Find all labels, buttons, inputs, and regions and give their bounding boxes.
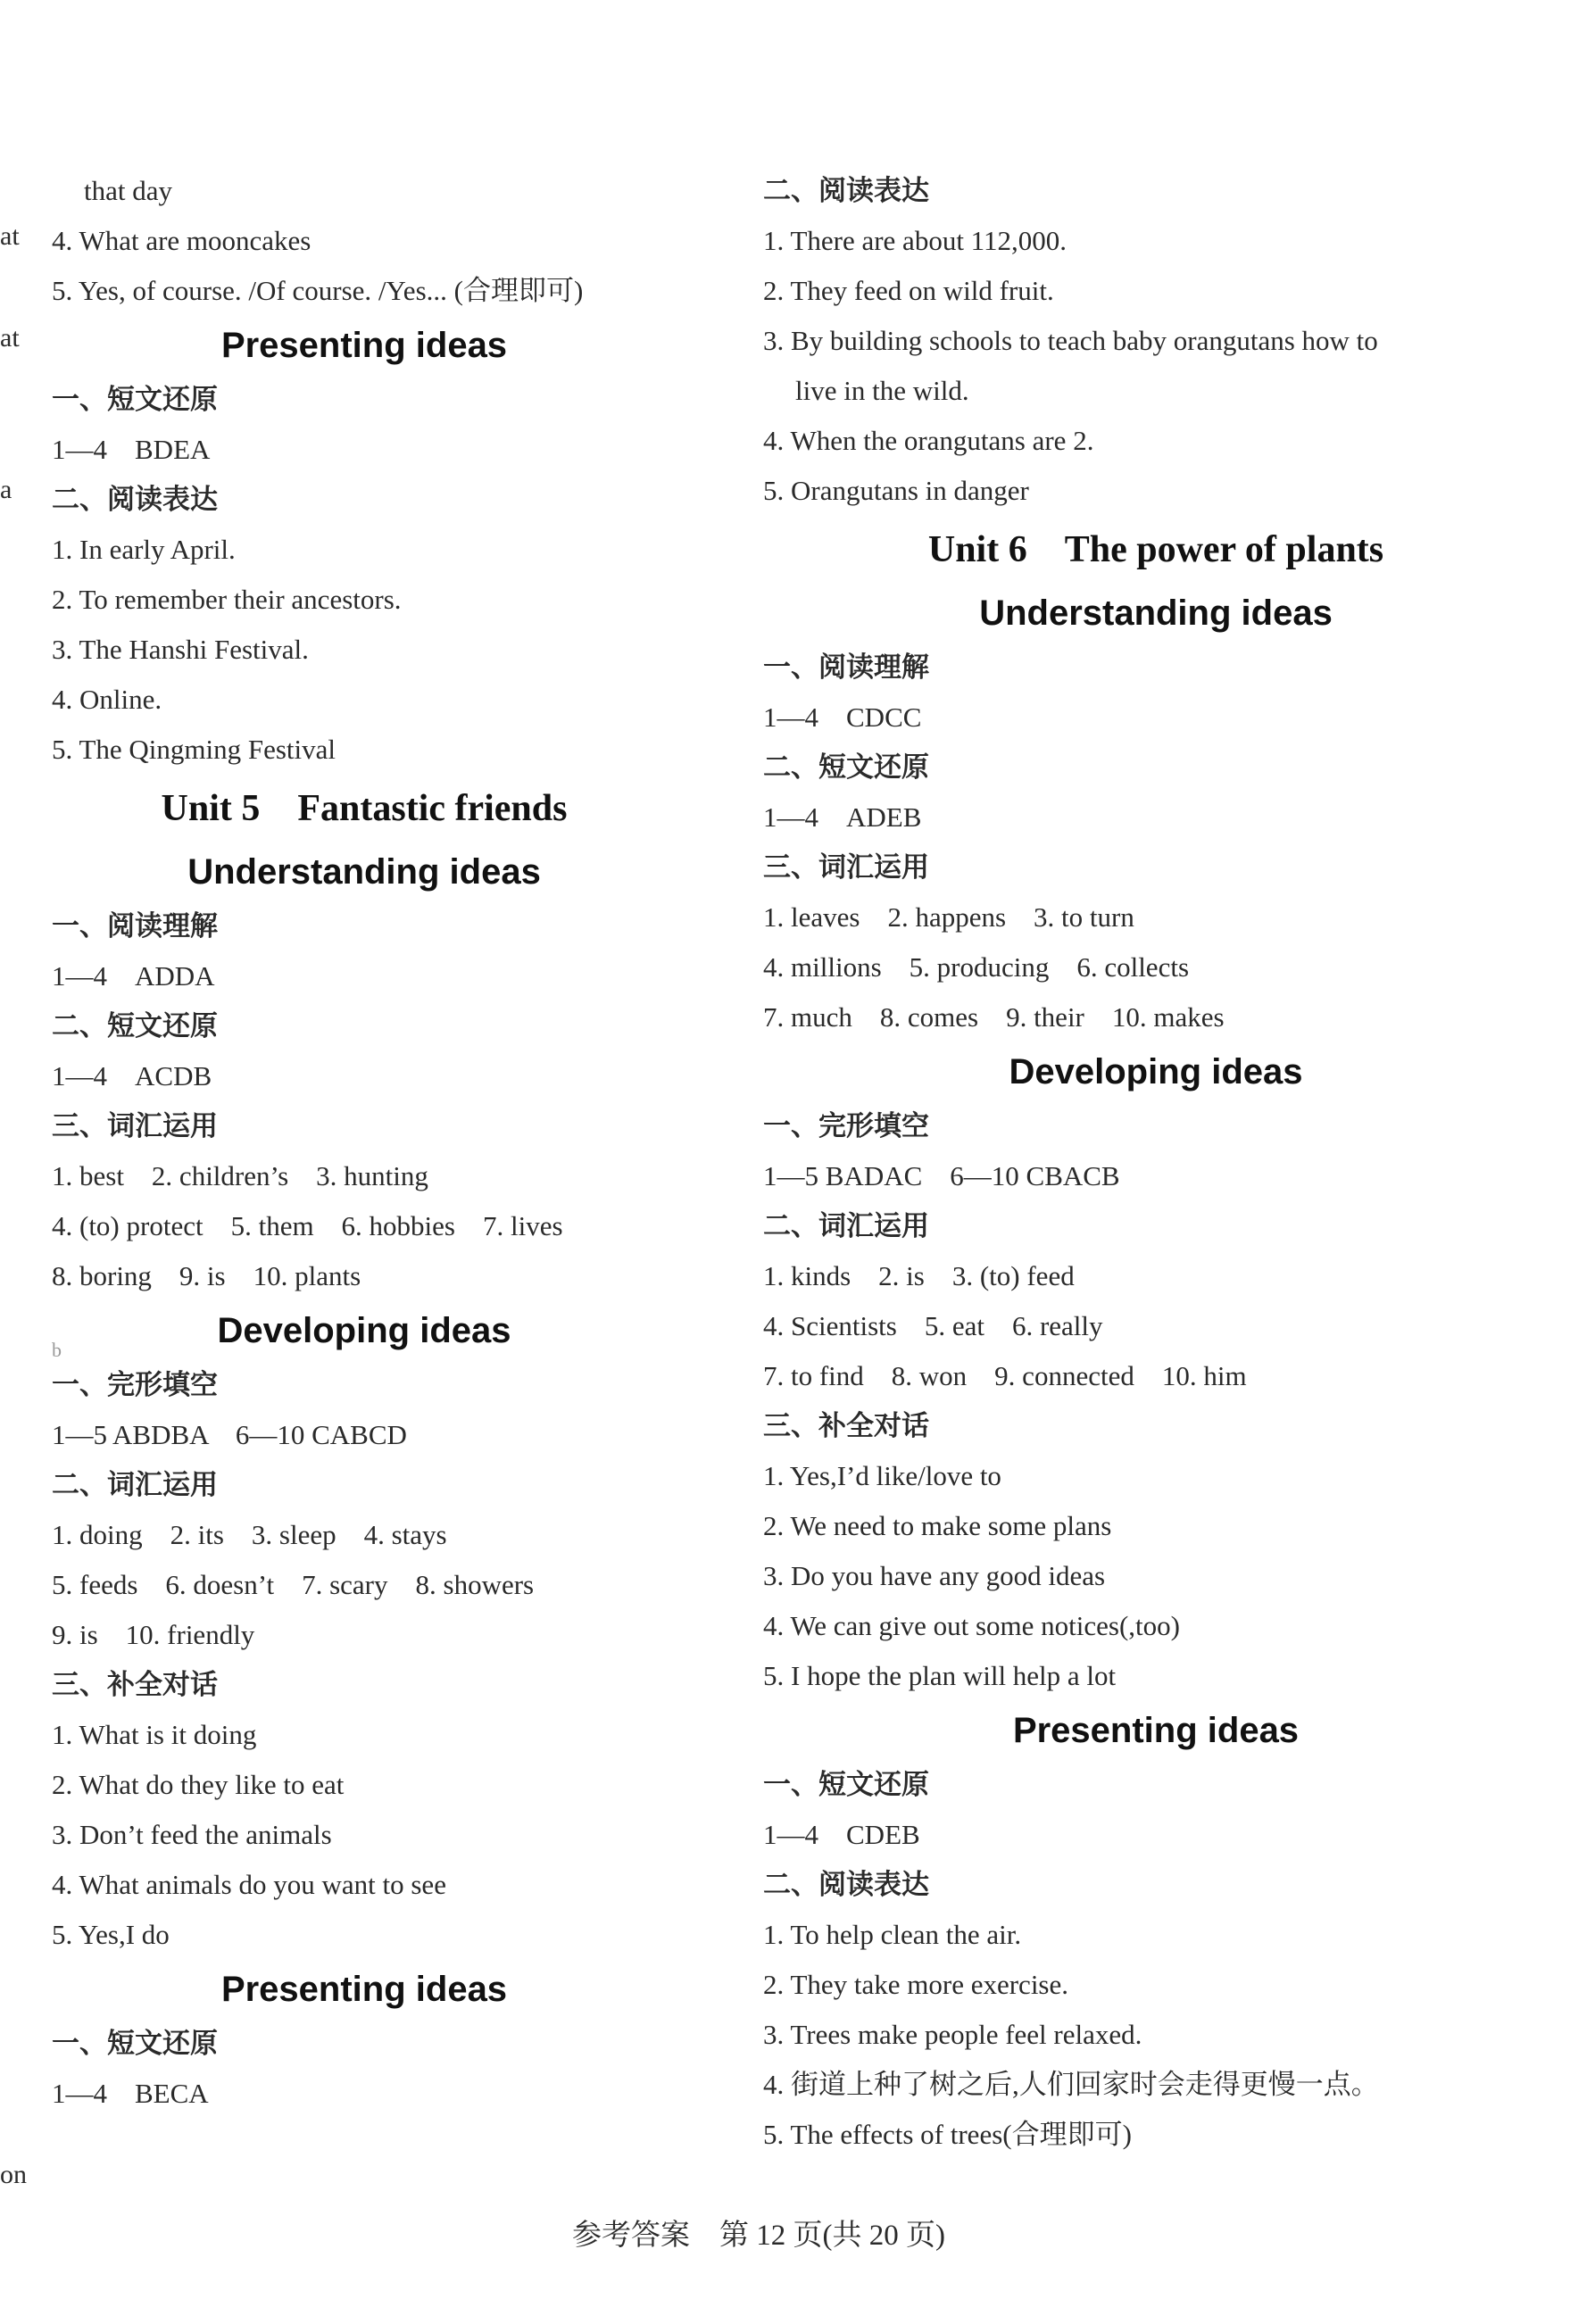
answer-line: 1. There are about 112,000. bbox=[763, 225, 1067, 256]
section-label: 二、短文还原 bbox=[763, 751, 929, 784]
section-label: 二、短文还原 bbox=[52, 1010, 218, 1042]
section-label: 二、阅读表达 bbox=[52, 484, 218, 516]
answer-line: 4. millions 5. producing 6. collects bbox=[763, 951, 1190, 983]
answer-line: 1—4 ADEB bbox=[763, 801, 922, 833]
answer-line: 1. What is it doing bbox=[52, 1719, 257, 1750]
answer-line: 1. To help clean the air. bbox=[763, 1919, 1022, 1950]
section-heading: Developing ideas bbox=[1009, 1052, 1303, 1091]
margin-fragment: a bbox=[0, 475, 12, 504]
section-label: 二、阅读表达 bbox=[763, 175, 929, 207]
section-label: 二、词汇运用 bbox=[52, 1469, 218, 1501]
answer-line: 1—4 ACDB bbox=[52, 1060, 212, 1091]
answer-line: 1—4 CDCC bbox=[763, 701, 922, 733]
answer-line: 1—4 CDEB bbox=[763, 1819, 920, 1850]
answer-line: 5. Yes, of course. /Of course. /Yes... (合理即可) bbox=[52, 275, 584, 306]
answer-line: 1. doing 2. its 3. sleep 4. stays bbox=[52, 1519, 447, 1550]
answer-line: 3. Do you have any good ideas bbox=[763, 1560, 1106, 1591]
answer-line: 1. In early April. bbox=[52, 534, 236, 565]
answer-line: 4. What animals do you want to see bbox=[52, 1869, 446, 1900]
answer-line: 5. Yes,I do bbox=[52, 1919, 170, 1950]
answer-line: 1—5 BADAC 6—10 CBACB bbox=[763, 1160, 1120, 1191]
answer-line: 5. The effects of trees(合理即可) bbox=[763, 2119, 1132, 2150]
answer-line: 4. Online. bbox=[52, 684, 162, 715]
unit-title: Unit 6 The power of plants bbox=[927, 529, 1384, 570]
answer-line: 4. Scientists 5. eat 6. really bbox=[763, 1310, 1103, 1341]
answer-line: 1. best 2. children’s 3. hunting bbox=[52, 1160, 428, 1191]
answer-line-continued: live in the wild. bbox=[795, 375, 969, 406]
section-heading: Developing ideas bbox=[217, 1311, 511, 1350]
margin-fragment: at bbox=[0, 221, 20, 251]
section-heading: Understanding ideas bbox=[187, 852, 541, 892]
section-heading: Presenting ideas bbox=[1012, 1711, 1300, 1750]
answer-line: 3. By building schools to teach baby orangutans how to bbox=[763, 325, 1378, 356]
section-label: 三、补全对话 bbox=[763, 1410, 929, 1442]
margin-fragment: on bbox=[0, 2160, 27, 2189]
section-heading: Understanding ideas bbox=[979, 593, 1333, 633]
right-column bbox=[763, 166, 1549, 2160]
answer-line: 4. We can give out some notices(,too) bbox=[763, 1610, 1180, 1641]
page-footer: 参考答案 第 12 页(共 20 页) bbox=[572, 2220, 945, 2252]
answer-line: 3. The Hanshi Festival. bbox=[52, 634, 309, 665]
section-label: 一、完形填空 bbox=[763, 1110, 929, 1142]
answer-line: 3. Trees make people feel relaxed. bbox=[763, 2019, 1142, 2050]
answer-line: 4. What are mooncakes bbox=[52, 225, 312, 256]
section-label: 一、短文还原 bbox=[52, 384, 218, 416]
answer-line: 7. much 8. comes 9. their 10. makes bbox=[763, 1001, 1225, 1033]
section-label: 一、阅读理解 bbox=[763, 652, 929, 684]
answer-line: 2. They take more exercise. bbox=[763, 1969, 1068, 2000]
answer-line: 4. 街道上种了树之后,人们回家时会走得更慢一点。 bbox=[763, 2069, 1379, 2100]
unit-title: Unit 5 Fantastic friends bbox=[161, 788, 568, 829]
answer-line: 1—4 BDEA bbox=[52, 434, 211, 465]
answer-line: 1—4 ADDA bbox=[52, 960, 215, 992]
section-heading: Presenting ideas bbox=[220, 1970, 508, 2009]
section-label: 一、完形填空 bbox=[52, 1369, 218, 1401]
answer-line: 8. boring 9. is 10. plants bbox=[52, 1260, 361, 1291]
answer-line: 2. To remember their ancestors. bbox=[52, 584, 402, 615]
margin-fragment: b bbox=[52, 1339, 62, 1361]
left-column bbox=[52, 166, 677, 2119]
answer-line: 2. What do they like to eat bbox=[52, 1769, 345, 1800]
section-label: 一、短文还原 bbox=[763, 1769, 929, 1801]
answer-line: 2. They feed on wild fruit. bbox=[763, 275, 1054, 306]
section-label: 一、阅读理解 bbox=[52, 910, 218, 942]
margin-fragment: at bbox=[0, 323, 20, 353]
answer-line: 1—4 BECA bbox=[52, 2078, 209, 2109]
answer-line: 3. Don’t feed the animals bbox=[52, 1819, 332, 1850]
answer-line: 7. to find 8. won 9. connected 10. him bbox=[763, 1360, 1247, 1391]
section-heading: Presenting ideas bbox=[220, 326, 508, 365]
answer-line: 1. kinds 2. is 3. (to) feed bbox=[763, 1260, 1075, 1291]
answer-line: 1. Yes,I’d like/love to bbox=[763, 1460, 1001, 1491]
answer-line: 5. I hope the plan will help a lot bbox=[763, 1660, 1117, 1691]
answer-line: 5. Orangutans in danger bbox=[763, 475, 1029, 506]
section-label: 三、词汇运用 bbox=[763, 851, 929, 884]
section-label: 一、短文还原 bbox=[52, 2028, 218, 2060]
answer-line: 4. When the orangutans are 2. bbox=[763, 425, 1094, 456]
answer-line-continued: that day bbox=[84, 175, 172, 206]
section-label: 二、词汇运用 bbox=[763, 1210, 929, 1242]
answer-line: 9. is 10. friendly bbox=[52, 1619, 255, 1650]
answer-line: 5. The Qingming Festival bbox=[52, 734, 336, 765]
answer-line: 1. leaves 2. happens 3. to turn bbox=[763, 901, 1134, 933]
answer-line: 2. We need to make some plans bbox=[763, 1510, 1112, 1541]
section-label: 三、词汇运用 bbox=[52, 1110, 218, 1142]
section-label: 三、补全对话 bbox=[52, 1669, 218, 1701]
answer-line: 4. (to) protect 5. them 6. hobbies 7. lives bbox=[52, 1210, 563, 1241]
answer-line: 5. feeds 6. doesn’t 7. scary 8. showers bbox=[52, 1569, 535, 1600]
section-label: 二、阅读表达 bbox=[763, 1869, 929, 1901]
answer-line: 1—5 ABDBA 6—10 CABCD bbox=[52, 1419, 407, 1450]
